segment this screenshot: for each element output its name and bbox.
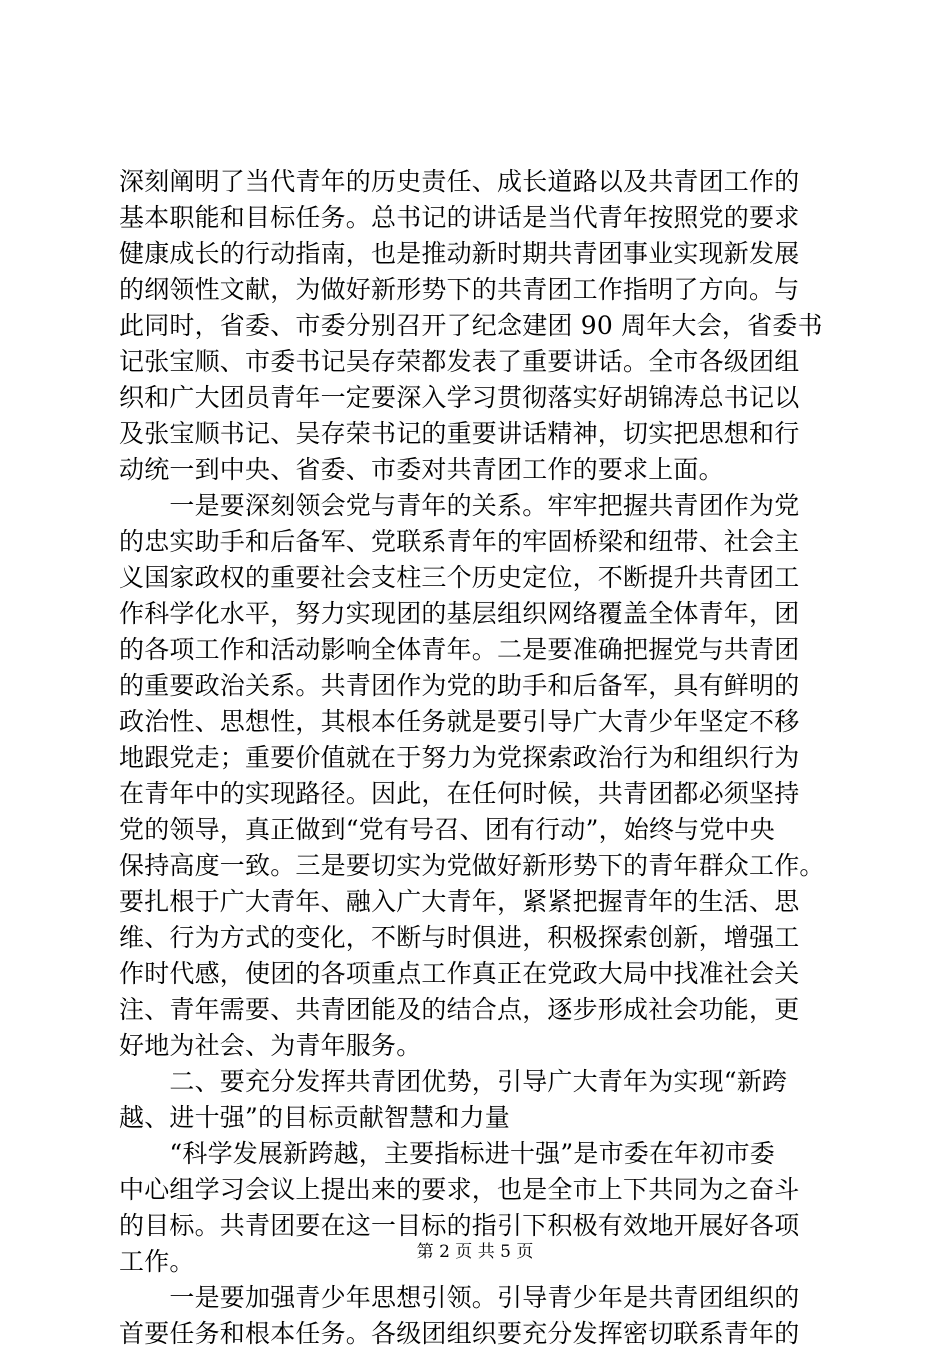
text-line: 工作。	[119, 1247, 195, 1276]
text-line: 动统一到中央、省委、市委对共青团工作的要求上面。	[119, 455, 724, 484]
text-line: 作时代感，使团的各项重点工作真正在党政大局中找准社会关	[119, 959, 800, 988]
text-line: 的目标。共青团要在这一目标的指引下积极有效地开展好各项	[119, 1211, 800, 1240]
text-line: 及张宝顺书记、吴存荣书记的重要讲话精神，切实把思想和行	[119, 419, 800, 448]
text-line: 越、进十强”的目标贡献智慧和力量	[119, 1103, 510, 1132]
text-line: 政治性、思想性，其根本任务就是要引导广大青少年坚定不移	[119, 707, 800, 736]
text-line: 记张宝顺、市委书记吴存荣都发表了重要讲话。全市各级团组	[119, 347, 800, 376]
text-line: 的重要政治关系。共青团作为党的助手和后备军，具有鲜明的	[119, 671, 800, 700]
text-line: 党的领导，真正做到“党有号召、团有行动”，始终与党中央	[119, 815, 775, 844]
text-line: 深刻阐明了当代青年的历史责任、成长道路以及共青团工作的	[119, 167, 800, 196]
text-line: 在青年中的实现路径。因此，在任何时候，共青团都必须坚持	[119, 779, 800, 808]
text-line: 一是要加强青少年思想引领。引导青少年是共青团组织的	[119, 1283, 800, 1312]
text-line: 作科学化水平，努力实现团的基层组织网络覆盖全体青年，团	[119, 599, 800, 628]
text-line: 好地为社会、为青年服务。	[119, 1031, 422, 1060]
text-line: 健康成长的行动指南，也是推动新时期共青团事业实现新发展	[119, 239, 800, 268]
text-line: 的忠实助手和后备军、党联系青年的牢固桥梁和纽带、社会主	[119, 527, 800, 556]
text-line: 首要任务和根本任务。各级团组织要充分发挥密切联系青年的	[119, 1319, 800, 1348]
text-line: 义国家政权的重要社会支柱三个历史定位，不断提升共青团工	[119, 563, 800, 592]
page-footer: 第 2 页 共 5 页	[416, 1242, 534, 1262]
text-line: 的纲领性文献，为做好新形势下的共青团工作指明了方向。与	[119, 275, 800, 304]
text-line: 二、要充分发挥共青团优势，引导广大青年为实现“新跨	[119, 1067, 788, 1096]
text-line: 的各项工作和活动影响全体青年。二是要准确把握党与共青团	[119, 635, 800, 664]
text-line: 维、行为方式的变化，不断与时俱进，积极探索创新，增强工	[119, 923, 800, 952]
text-line: 注、青年需要、共青团能及的结合点，逐步形成社会功能，更	[119, 995, 800, 1024]
body-text	[119, 164, 831, 1352]
text-line: 要扎根于广大青年、融入广大青年，紧紧把握青年的生活、思	[119, 887, 800, 916]
text-line: 地跟党走；重要价值就在于努力为党探索政治行为和组织行为	[119, 743, 800, 772]
text-line: 此同时，省委、市委分别召开了纪念建团 90 周年大会，省委书	[119, 311, 823, 340]
text-line: 中心组学习会议上提出来的要求，也是全市上下共同为之奋斗	[119, 1175, 800, 1204]
text-line: 基本职能和目标任务。总书记的讲话是当代青年按照党的要求	[119, 203, 800, 232]
text-line: 一是要深刻领会党与青年的关系。牢牢把握共青团作为党	[119, 491, 800, 520]
text-line: 保持高度一致。三是要切实为党做好新形势下的青年群众工作。	[119, 851, 825, 880]
text-line: 织和广大团员青年一定要深入学习贯彻落实好胡锦涛总书记以	[119, 383, 800, 412]
text-line: “科学发展新跨越，主要指标进十强”是市委在年初市委	[119, 1139, 775, 1168]
